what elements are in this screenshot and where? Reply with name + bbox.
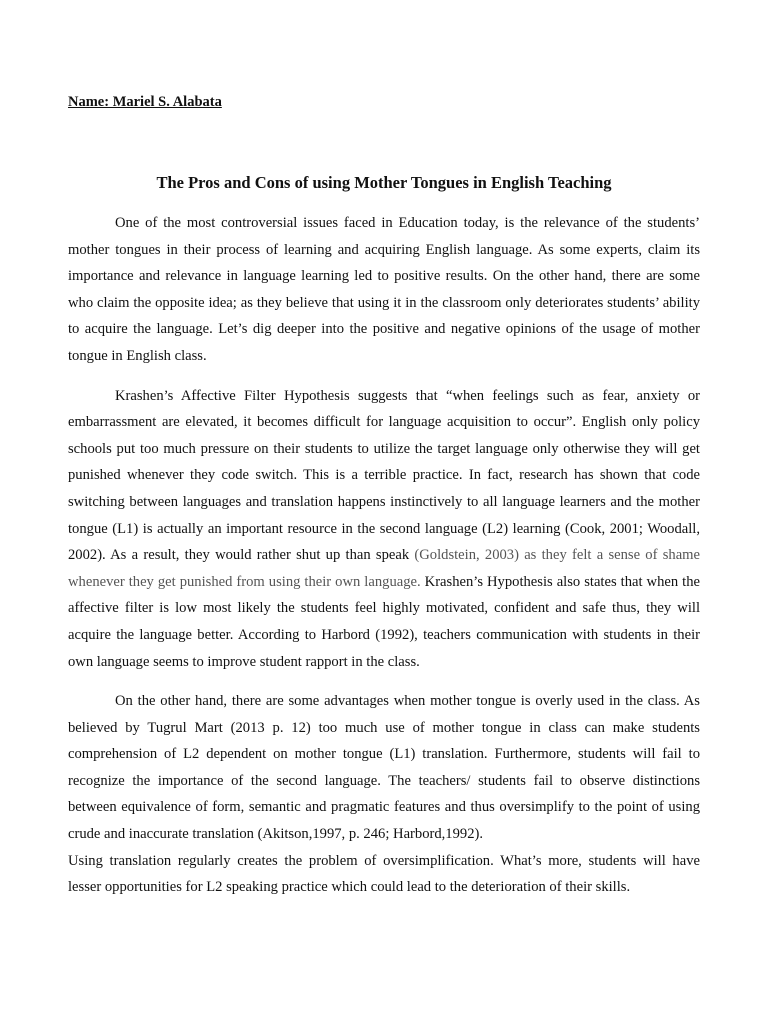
paragraph-oversimplification: Using translation regularly creates the problem of oversimplification. What’s more, students will have lesser opportunities for L2 speaking practice which could lead to the deterioration of their skills.	[68, 852, 700, 896]
paragraph-krashen-goldstein-text: (Goldstein, 2003) as they felt a sense of shame whenever they get punished from using their own language.	[68, 547, 701, 590]
document-body	[68, 210, 700, 901]
paragraph-krashen	[68, 383, 700, 676]
paragraph-disadvantages: On the other hand, there are some advantages when mother tongue is overly used in the class. As believed by Tugrul Mart (2013 p. 12) too much use of mother tongue in class can make students comprehension of L2 dependent on mother tongue (L1) translation. Furthermore, students will fail to recognize the importance of the second language. The teachers/ students fail to observe distinctions between equivalence of form, semantic and pragmatic features and thus oversimplify to the point of using crude and inaccurate translation (Akitson,1997, p. 246; Harbord,1992).	[68, 693, 700, 843]
paragraph-intro: One of the most controversial issues faced in Education today, is the relevance of the students’ mother tongues in their process of learning and acquiring English language. As some experts, claim its importance and relevance in language learning led to positive results. On the other hand, there are some who claim the opposite idea; as they believe that using it in the classroom only deteriorates students’ ability to acquire the language. Let’s dig deeper into the positive and negative opinions of the usage of mother tongue in English class.	[68, 215, 700, 364]
paragraph-krashen-text: Krashen’s Affective Filter Hypothesis suggests that “when feelings such as fear, anxiety or embarrassment are elevated, it becomes difficult for language acquisition to occur”. English only policy schools put too much pressure on their students to utilize the target language only otherwise they will get punished whenever they code switch. This is a terrible practice. In fact, research has shown that code switching between languages and translation happens instinctively to all language learners and the mother tongue (L1) is actually an important resource in the second language (L2) learning (Cook, 2001; Woodall, 2002). As a result, they would rather shut up than speak	[68, 387, 700, 564]
paragraph-krashen-text-end: Krashen’s Hypothesis also states that when the affective filter is low most likely the students feel highly motivated, confident and safe thus, they will acquire the language better. According to Harbord (1992), teachers communication with students in their own language seems to improve student rapport in the class.	[68, 573, 700, 670]
author-name: Name: Mariel S. Alabata	[68, 94, 222, 110]
document-title: The Pros and Cons of using Mother Tongues in English Teaching	[156, 173, 612, 192]
